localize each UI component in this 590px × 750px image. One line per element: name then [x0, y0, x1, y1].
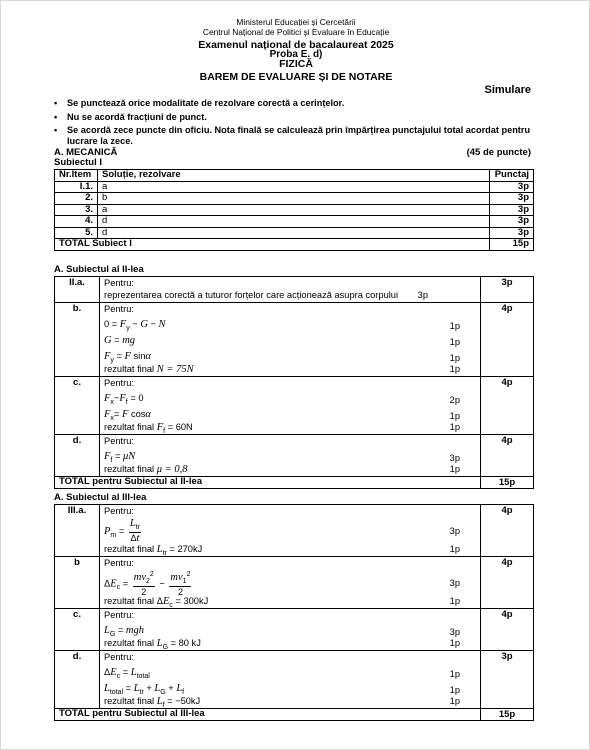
section-points: (45 de puncte) [466, 147, 531, 158]
pentru-label: Pentru: [104, 558, 134, 568]
item-points: 4p [481, 377, 534, 435]
pentru-label: Pentru: [104, 278, 134, 288]
formula-line: $L_{total} = L_{tr} + L_G + L_f$ 1p [104, 682, 460, 696]
item-points: 3p [481, 651, 534, 709]
result-line: rezultat final $L_{tr} = 270kJ$ 1p [104, 543, 460, 557]
criterion-text: reprezentarea corectă a tuturor forțelor care acționează asupra corpului [104, 289, 399, 300]
item-row-a [55, 277, 534, 303]
subiect1-label: Subiectul I [54, 157, 103, 168]
total-label: TOTAL Subiect I [55, 239, 490, 251]
barem-title: BAREM DE EVALUARE ȘI DE NOTARE [199, 71, 393, 83]
item-row-d [55, 435, 534, 477]
pentru-label: Pentru: [104, 378, 134, 388]
subiect1-table [54, 169, 534, 251]
item-points: 4p [481, 505, 534, 557]
item-number: b. [55, 303, 100, 377]
total-row [55, 239, 534, 251]
formula-line: $F_x-F_f = 0$ 2p [104, 392, 460, 406]
formula-line: $P_m$ = $\frac{L_{tr}}{\Delta t}$ 3p [104, 517, 460, 545]
criterion-points: 3p [417, 289, 428, 300]
subiect3-table [54, 504, 534, 721]
item-points: 3p [481, 277, 534, 303]
table-row: 2. b 3p [55, 193, 534, 205]
total-points: 15p [490, 239, 534, 251]
instruction-item: • Se punctează orice modalitate de rezolvare corectă a cerințelor. [54, 98, 345, 108]
formula-line: $F_f = \mu N$ 3p [104, 450, 460, 464]
item-row-a [55, 505, 534, 557]
bullet-icon: • [54, 125, 58, 136]
section-title: A. MECANICĂ [54, 147, 118, 158]
proba-label: Proba E. d) [269, 49, 323, 60]
pentru-label: Pentru: [104, 436, 134, 446]
item-row-c [55, 377, 534, 435]
instruction-item: • Se acordă zece puncte din oficiu. Nota finală se calculează prin împărțirea punctajului total acordat pentru lucrare la zece. [54, 125, 531, 146]
ministry-name: Ministerul Educației și Cercetării [236, 17, 356, 27]
subiect3-label: A. Subiectul al III-lea [54, 492, 147, 503]
subject-title: FIZICĂ [279, 58, 313, 70]
formula-line: $\Delta E_c = L_{total}$ 1p [104, 666, 460, 680]
item-number: d. [55, 651, 100, 709]
pentru-label: Pentru: [104, 506, 134, 516]
formula-line: $0 = F_y - G - N$ 1p [104, 318, 460, 332]
item-number: III.a. [55, 505, 100, 557]
result-line: rezultat final N = 75N 1p [104, 363, 460, 375]
header-cell: Soluție, rezolvare [98, 170, 490, 182]
table-row: I.1. a 3p [55, 181, 534, 193]
result-line: rezultat final $\Delta E_c = 300kJ$ 1p [104, 595, 460, 609]
total-row [55, 477, 534, 489]
bullet-icon: • [54, 98, 58, 108]
formula-line: $F_y = F$ sinα 1p [104, 350, 460, 364]
center-name: Centrul Național de Politici și Evaluare în Educație [202, 27, 390, 37]
item-points: 4p [481, 303, 534, 377]
item-points: 4p [481, 609, 534, 651]
total-label: TOTAL pentru Subiectul al II-lea [55, 477, 481, 489]
header-cell: Nr.Item [55, 170, 98, 182]
pentru-label: Pentru: [104, 304, 134, 314]
header-cell: Punctaj [490, 170, 534, 182]
bullet-icon: • [54, 111, 58, 122]
simulare-label: Simulare [484, 84, 531, 96]
result-line: rezultat final $F_f = 60N$ 1p [104, 421, 460, 435]
item-row-b [55, 303, 534, 377]
item-number: II.a. [55, 277, 100, 303]
item-row-b [55, 557, 534, 609]
subiect2-table [54, 276, 534, 489]
formula-line: G = mg 1p [104, 334, 460, 347]
item-number: c. [55, 377, 100, 435]
exam-title: Examenul național de bacalaureat 2025 [198, 39, 394, 51]
pentru-label: Pentru: [104, 610, 134, 620]
formula-line: $L_G$ = mgh 3p [104, 624, 460, 638]
pentru-label: Pentru: [104, 652, 134, 662]
formula-line: $\Delta E_c$ = $\frac{mv_2^2}{2}$ − $\frac{mv_1^2}{2}$ 3p [104, 570, 460, 598]
total-label: TOTAL pentru Subiectul al III-lea [55, 709, 481, 721]
total-points: 15p [481, 709, 534, 721]
table-header-row [55, 170, 534, 182]
item-points: 4p [481, 557, 534, 609]
item-number: b [55, 557, 100, 609]
instructions-list [54, 98, 534, 149]
item-points: 4p [481, 435, 534, 477]
item-number: d. [55, 435, 100, 477]
table-row: 4. d 3p [55, 216, 534, 228]
item-number: c. [55, 609, 100, 651]
subiect2-label: A. Subiectul al II-lea [54, 264, 144, 275]
table-row: 3. a 3p [55, 204, 534, 216]
result-line: rezultat final $L_G = 80$ kJ 1p [104, 637, 460, 651]
table-row: 5. d 3p [55, 227, 534, 239]
item-row-c [55, 609, 534, 651]
result-line: rezultat final μ = 0,8 1p [104, 463, 460, 475]
instruction-item: • Nu se acordă fracțiuni de punct. [54, 111, 207, 122]
result-line: rezultat final $L_f = -50kJ$ 1p [104, 695, 460, 709]
formula-line: $F_x= F$ cosα 1p [104, 408, 460, 422]
total-row [55, 709, 534, 721]
total-points: 15p [481, 477, 534, 489]
item-row-d [55, 651, 534, 709]
